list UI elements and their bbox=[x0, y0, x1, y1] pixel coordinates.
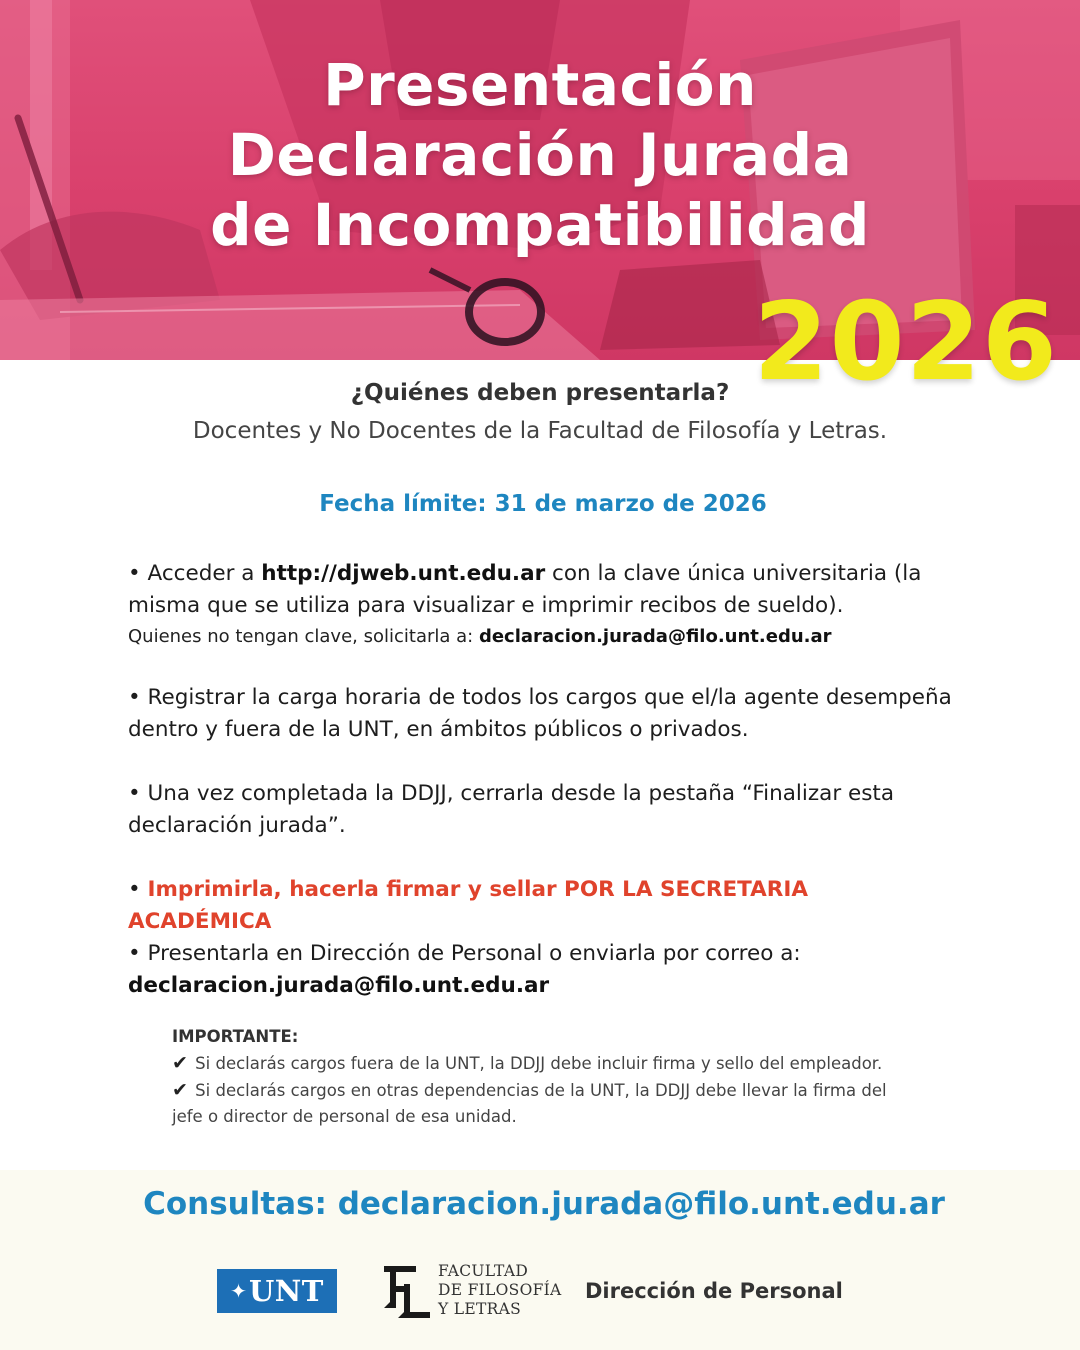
note-email-link[interactable]: declaracion.jurada@filo.unt.edu.ar bbox=[478, 626, 832, 647]
step-print-text: Imprimirla, hacerla firmar y sellar POR LA SECRETARIA ACADÉMICA bbox=[128, 877, 808, 934]
hero-title-line-1: Presentación bbox=[323, 51, 757, 119]
important-item-1 bbox=[172, 1050, 932, 1077]
star-icon: ✦ bbox=[230, 1279, 247, 1303]
ffl-line-3: Y LETRAS bbox=[438, 1300, 521, 1318]
important-box bbox=[172, 1024, 932, 1130]
step-close: • Una vez completada la DDJJ, cerrarla desde la pestaña “Finalizar esta declaración jurada”. bbox=[128, 781, 895, 838]
who-answer: Docentes y No Docentes de la Facultad de Filosofía y Letras. bbox=[192, 418, 888, 444]
step-register: • Registrar la carga horaria de todos los cargos que el/la agente desempeña dentro y fuera de la UNT, en ámbitos públicos o privados. bbox=[128, 685, 952, 742]
ffl-logo-text bbox=[438, 1262, 562, 1319]
step-print-bullet: • bbox=[128, 877, 148, 902]
hero-title-line-2: Declaración Jurada bbox=[227, 121, 853, 189]
ffl-logo-icon bbox=[376, 1262, 434, 1318]
year-badge: 2026 bbox=[753, 280, 1058, 405]
hero-title bbox=[0, 50, 1080, 260]
important-item-2 bbox=[172, 1077, 892, 1130]
step-print bbox=[128, 874, 958, 938]
step-submit bbox=[128, 938, 958, 1002]
unt-logo-text: UNT bbox=[248, 1274, 324, 1308]
check-icon: ✔ bbox=[172, 1052, 188, 1074]
hero-title-line-3: de Incompatibilidad bbox=[210, 191, 870, 259]
ffl-line-2: DE FILOSOFÍA bbox=[438, 1281, 562, 1299]
step-access-prefix: • Acceder a bbox=[128, 561, 262, 586]
consultas-email[interactable]: Consultas: declaracion.jurada@filo.unt.edu.ar bbox=[143, 1186, 945, 1222]
step-submit-text: • Presentarla en Dirección de Personal o enviarla por correo a: bbox=[128, 941, 801, 966]
important-title: IMPORTANTE: bbox=[172, 1027, 299, 1046]
direccion-personal: Dirección de Personal bbox=[585, 1279, 843, 1303]
important-item-1-text: Si declarás cargos fuera de la UNT, la DDJJ debe incluir firma y sello del empleador. bbox=[195, 1054, 883, 1073]
step-access-suffix: con la clave única universitaria (la misma que se utiliza para visualizar e imprimir recibos de sueldo). bbox=[128, 561, 922, 618]
step-access-note bbox=[128, 622, 958, 652]
deadline-text: Fecha límite: 31 de marzo de 2026 bbox=[319, 491, 767, 517]
djweb-link[interactable]: http://djweb.unt.edu.ar bbox=[261, 561, 546, 586]
ffl-line-1: FACULTAD bbox=[438, 1262, 529, 1280]
unt-logo bbox=[217, 1269, 337, 1313]
important-item-2-text: Si declarás cargos en otras dependencias de la UNT, la DDJJ debe llevar la firma del jefe o director de personal de esa unidad. bbox=[172, 1081, 887, 1126]
who-question: ¿Quiénes deben presentarla? bbox=[350, 380, 730, 406]
step-access-note-text: Quienes no tengan clave, solicitarla a: bbox=[128, 626, 479, 647]
submit-email-link[interactable]: declaracion.jurada@filo.unt.edu.ar bbox=[128, 973, 550, 998]
step-access bbox=[128, 558, 958, 652]
check-icon: ✔ bbox=[172, 1079, 188, 1101]
